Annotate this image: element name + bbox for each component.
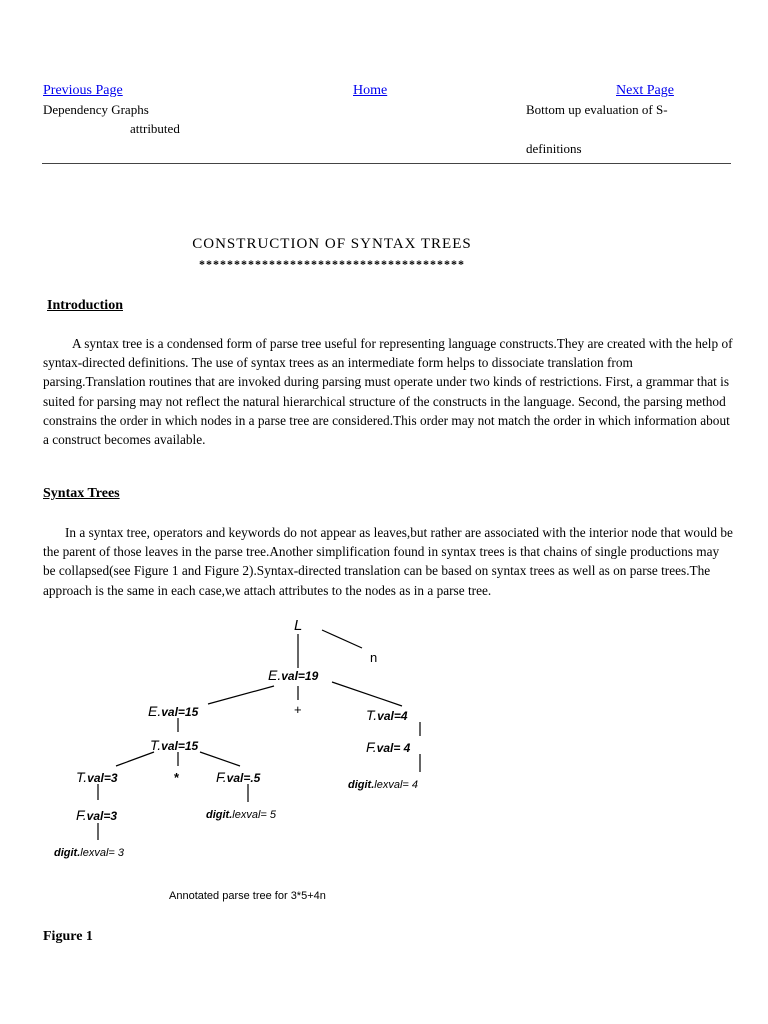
tree-node-F-right-attr: val= 4 [376,741,411,755]
tree-node-plus: + [294,702,302,717]
tree-node-digit-left-symbol: digit. [54,847,81,859]
tree-node-E-left-attr: val=15 [161,705,199,719]
tree-node-T-right-attr: val=4 [377,709,408,723]
next-page-title-line1: Bottom up evaluation of S- [526,102,668,117]
home-link[interactable]: Home [353,83,388,98]
edge-Tmid-Tleft [116,752,154,766]
tree-node-digit-right-attr: lexval= 4 [374,779,419,791]
edge-Tmid-Fmid [200,752,240,766]
tree-node-T-right-symbol: T. [366,707,378,723]
tree-node-star: * [174,770,180,785]
tree-node-digit-left [54,847,125,859]
tree-node-E-root-attr: val=19 [281,669,319,683]
tree-node-F-mid [216,769,261,785]
tree-node-E-root-symbol: E. [268,667,282,683]
tree-node-F-right [366,739,411,755]
tree-node-F-left [76,807,117,823]
edge-L-n [322,630,362,648]
tree-node-T-left [76,769,118,785]
figure-label: Figure 1 [43,929,93,944]
tree-node-digit-left-attr: lexval= 3 [80,847,125,859]
previous-page-title-line2: attributed [130,121,180,136]
header-divider [42,163,731,164]
tree-node-E-root [268,667,319,683]
edge-E-Tright [332,682,402,706]
next-page-link[interactable]: Next Page [616,83,674,98]
previous-page-title-line1: Dependency Graphs [43,102,149,117]
tree-node-digit-mid-symbol: digit. [206,809,233,821]
tree-node-digit-mid-attr: lexval= 5 [232,809,277,821]
tree-node-T-mid [150,737,199,753]
tree-node-T-left-attr: val=3 [87,771,118,785]
introduction-paragraph: A syntax tree is a condensed form of parse tree useful for representing language constructs.They are created with the help of syntax-directed definitions. The use of syntax trees as an intermediate form helps to dissociate translation from parsing.Translation routines that are invoked during parsing must operate under two kinds of restrictions. First, a grammar that is suited for parsing may not reflect the natural hierarchical structure of the constructs in the language. Second, the parsing method constrains the order in which nodes in a parse tree are considered.This order may not match the order in which information about a construct becomes available. [43,336,733,448]
previous-page-link[interactable]: Previous Page [43,83,123,98]
annotated-parse-tree [50,612,470,867]
next-page-title-line2: definitions [526,141,582,156]
tree-node-T-mid-symbol: T. [150,737,162,753]
syntax-trees-heading: Syntax Trees [43,486,120,501]
tree-node-T-left-symbol: T. [76,769,88,785]
tree-node-T-right [366,707,408,723]
tree-node-F-left-attr: val=3 [86,809,118,823]
introduction-heading: Introduction [47,298,123,313]
tree-node-F-mid-symbol: F. [216,769,227,785]
tree-node-E-left [148,703,199,719]
tree-node-E-left-symbol: E. [148,703,162,719]
tree-node-digit-mid [206,809,277,821]
figure-caption: Annotated parse tree for 3*5+4n [169,890,326,902]
tree-node-n: n [370,650,378,665]
tree-node-F-right-symbol: F. [366,739,377,755]
tree-node-T-mid-attr: val=15 [161,739,199,753]
tree-node-L: L [294,617,303,634]
tree-node-F-mid-attr: val=.5 [226,771,261,785]
page-title: CONSTRUCTION OF SYNTAX TREES [192,236,472,252]
title-underline-stars: ************************************** [199,257,465,271]
tree-node-digit-right-symbol: digit. [348,779,375,791]
tree-node-digit-right [348,779,418,791]
tree-node-F-left-symbol: F. [76,807,87,823]
edge-E-Eleft [208,686,274,704]
syntax-trees-paragraph: In a syntax tree, operators and keywords do not appear as leaves,but rather are associated with the interior node that would be the parent of those leaves in the parse tree.Another simplification found in syntax trees is that chains of single productions may be collapsed(see Figure 1 and Figure 2).Syntax-directed translation can be based on syntax trees as well as on parse trees.The approach is the same in each case,we attach attributes to the nodes as in a parse tree. [43,525,733,598]
